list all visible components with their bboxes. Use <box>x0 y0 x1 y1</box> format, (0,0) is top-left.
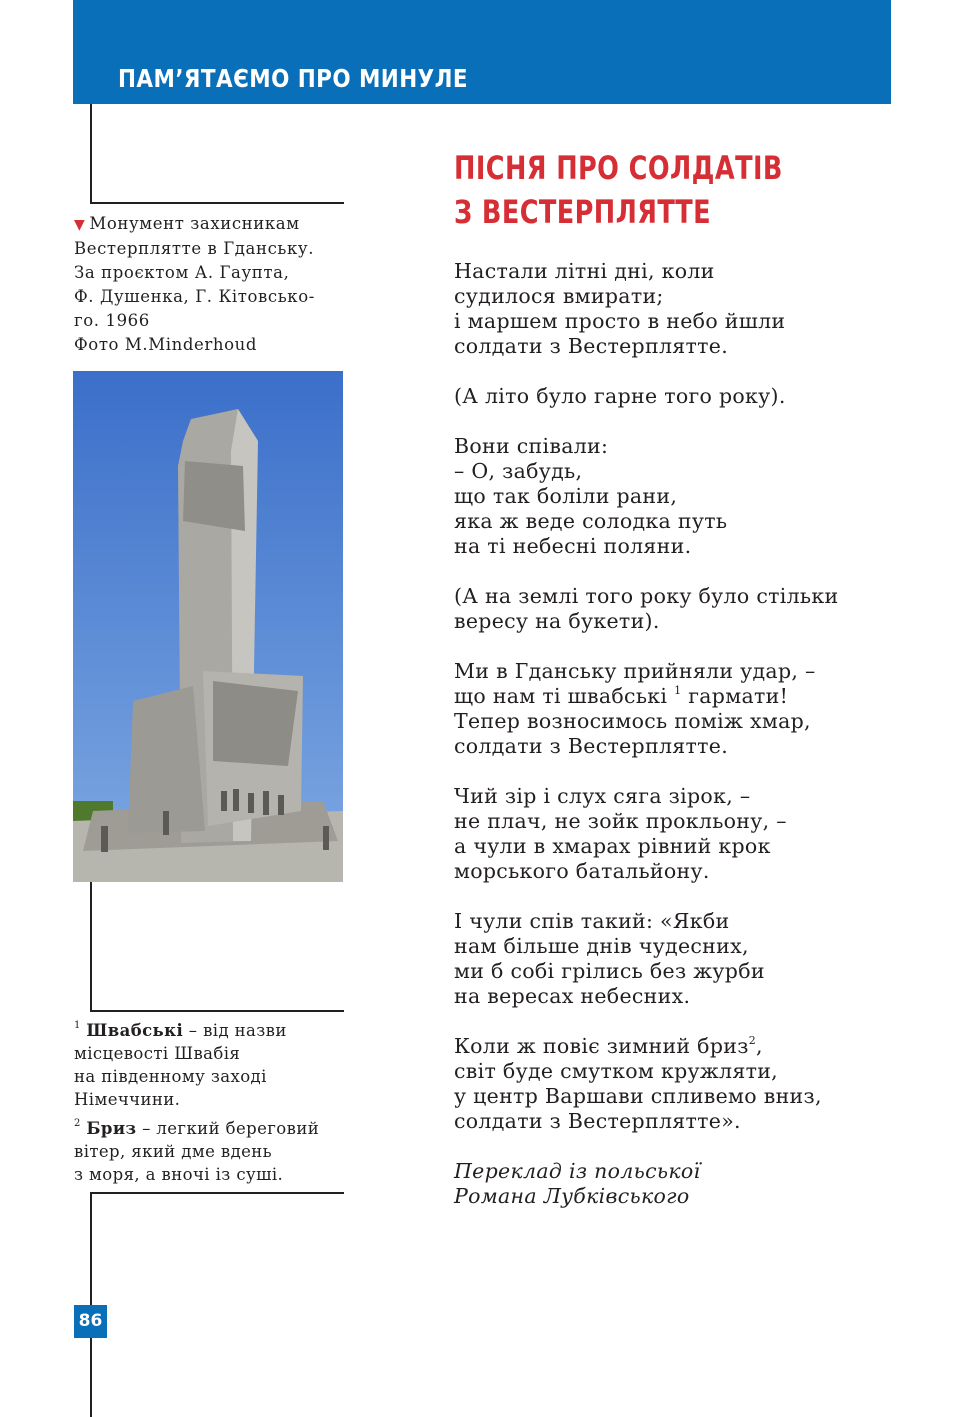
poem-title-line: З ВЕСТЕРПЛЯТТЕ <box>454 193 712 231</box>
poem-line: яка ж веде солодка путь <box>454 509 728 533</box>
poem-line: солдати з Вестерплятте. <box>454 734 729 758</box>
poem-line: – О, забудь, <box>454 459 583 483</box>
poem-line: морського батальйону. <box>454 859 710 883</box>
caption-top-rule <box>90 202 344 204</box>
poem-line: Чий зір і слух сяга зірок, – <box>454 784 751 808</box>
poem-line: Настали літні дні, коли <box>454 259 715 283</box>
poem-line: ми б собі грілись без журби <box>454 959 765 983</box>
stanza <box>454 909 884 1009</box>
poem-line: світ буде смутком кружляти, <box>454 1059 778 1083</box>
stanza <box>454 584 884 634</box>
poem-line: солдати з Вестерплятте. <box>454 334 729 358</box>
footnote-2 <box>74 1117 342 1186</box>
poem-line-text: , <box>756 1034 763 1058</box>
page-number: 86 <box>74 1305 107 1338</box>
poem-line: у центр Варшави спливемо вниз, <box>454 1084 822 1108</box>
poem-line: не плач, не зойк прокльону, – <box>454 809 787 833</box>
footnote-mark: 1 <box>74 1020 81 1031</box>
poem-line: на ті небесні поляни. <box>454 534 692 558</box>
monument-photo <box>73 371 343 882</box>
stanza <box>454 659 884 759</box>
poem-line: солдати з Вестерплятте». <box>454 1109 741 1133</box>
footnote-text: Німеччини. <box>74 1090 181 1109</box>
credit-line: Переклад із польської <box>454 1159 701 1183</box>
footnote-text: місцевості Швабія <box>74 1044 241 1063</box>
stanza <box>454 259 884 359</box>
footnote-ref: 1 <box>674 684 682 697</box>
footnotes <box>74 1019 342 1192</box>
poem-line: Вони співали: <box>454 434 609 458</box>
poem-line <box>454 1034 884 1059</box>
poem-line: що так боліли рани, <box>454 484 678 508</box>
footnote-1 <box>74 1019 342 1111</box>
poem-line-text: Коли ж повіє зимний бриз <box>454 1034 749 1058</box>
margin-rule-top <box>90 104 92 202</box>
caption-arrow-icon: ▼ <box>74 217 86 233</box>
caption-line: Ф. Душенка, Г. Кітовсько- <box>74 287 315 306</box>
poem-line: нам більше днів чудесних, <box>454 934 749 958</box>
poem-line: вересу на букети). <box>454 609 660 633</box>
footnote-text: – легкий береговий <box>136 1119 320 1138</box>
footnote-text: вітер, який дме вдень <box>74 1142 273 1161</box>
poem-line-text: що нам ті швабські <box>454 684 668 708</box>
poem-title <box>454 146 806 234</box>
translation-credit <box>454 1159 884 1209</box>
caption-credit: Фото M.Minderhoud <box>74 335 258 354</box>
poem-line: а чули в хмарах рівний крок <box>454 834 771 858</box>
stanza <box>454 384 884 409</box>
poem-line: (А літо було гарне того року). <box>454 384 786 408</box>
header-band <box>73 0 891 104</box>
caption-line: Монумент захисникам <box>89 214 300 233</box>
poem-line: І чули спів такий: «Якби <box>454 909 730 933</box>
stanza <box>454 434 884 559</box>
caption-line: За проєктом А. Гаупта, <box>74 263 290 282</box>
margin-rule-middle <box>90 882 92 1010</box>
footnotes-top-rule <box>90 1010 344 1012</box>
photo-caption <box>74 212 342 357</box>
caption-line: го. 1966 <box>74 311 150 330</box>
poem-line: Ми в Гданську прийняли удар, – <box>454 659 816 683</box>
poem-line: судилося вмирати; <box>454 284 664 308</box>
credit-line: Романа Лубківського <box>454 1184 690 1208</box>
stanza <box>454 1034 884 1134</box>
poem-line: Тепер возносимось поміж хмар, <box>454 709 811 733</box>
caption-line: Вестерплятте в Гданську. <box>74 239 315 258</box>
poem-line: (А на землі того року було стільки <box>454 584 839 608</box>
poem-line-text: гармати! <box>688 684 789 708</box>
footnote-term: Швабські <box>86 1021 184 1040</box>
footnote-text: – від назви <box>183 1021 287 1040</box>
footnote-ref: 2 <box>748 1034 757 1047</box>
footnote-term: Бриз <box>86 1119 137 1138</box>
section-title: ПАМ’ЯТАЄМО ПРО МИНУЛЕ <box>118 64 469 93</box>
poem-body <box>454 259 884 1234</box>
footnote-text: з моря, а вночі із суші. <box>74 1165 284 1184</box>
footnote-mark: 2 <box>74 1118 81 1129</box>
footnote-text: на південному заході <box>74 1067 267 1086</box>
margin-rule-bottom <box>90 1338 92 1417</box>
poem-title-line: ПІСНЯ ПРО СОЛДАТІВ <box>454 149 783 187</box>
poem-line: на вересах небесних. <box>454 984 691 1008</box>
footnotes-bottom-rule <box>90 1192 344 1194</box>
poem-line: і маршем просто в небо йшли <box>454 309 786 333</box>
stanza <box>454 784 884 884</box>
margin-rule-lower <box>90 1194 92 1305</box>
poem-line <box>454 684 884 709</box>
